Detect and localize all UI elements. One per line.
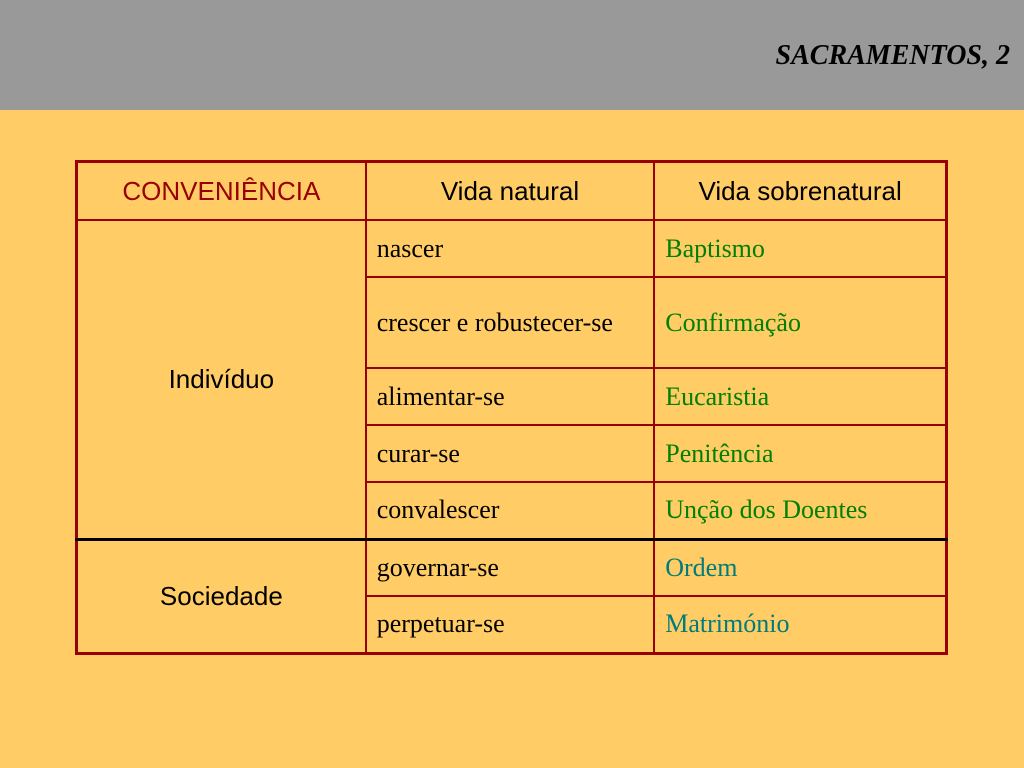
header-supernatural-life: Vida sobrenatural bbox=[654, 162, 946, 221]
sacrament-cell: Unção dos Doentes bbox=[654, 482, 946, 539]
sacraments-table bbox=[75, 160, 948, 655]
natural-cell: convalescer bbox=[366, 482, 655, 539]
sacrament-cell: Baptismo bbox=[654, 220, 946, 277]
slide-title: SACRAMENTOS, 2 bbox=[775, 40, 1010, 71]
group-individual: Indivíduo bbox=[77, 220, 366, 539]
table-row bbox=[77, 539, 947, 596]
sacrament-cell: Ordem bbox=[654, 539, 946, 596]
natural-cell: perpetuar-se bbox=[366, 596, 655, 653]
group-society: Sociedade bbox=[77, 539, 366, 653]
header-natural-life: Vida natural bbox=[366, 162, 655, 221]
natural-cell: nascer bbox=[366, 220, 655, 277]
table-row bbox=[77, 220, 947, 277]
sacrament-cell: Confirmação bbox=[654, 277, 946, 368]
sacrament-cell: Penitência bbox=[654, 425, 946, 482]
sacrament-cell: Matrimónio bbox=[654, 596, 946, 653]
sacrament-cell: Eucaristia bbox=[654, 368, 946, 425]
table-header-row bbox=[77, 162, 947, 221]
natural-cell: alimentar-se bbox=[366, 368, 655, 425]
natural-cell: curar-se bbox=[366, 425, 655, 482]
header-band bbox=[0, 0, 1024, 110]
header-convenience: CONVENIÊNCIA bbox=[77, 162, 366, 221]
natural-cell: governar-se bbox=[366, 539, 655, 596]
natural-cell: crescer e robustecer-se bbox=[366, 277, 655, 368]
